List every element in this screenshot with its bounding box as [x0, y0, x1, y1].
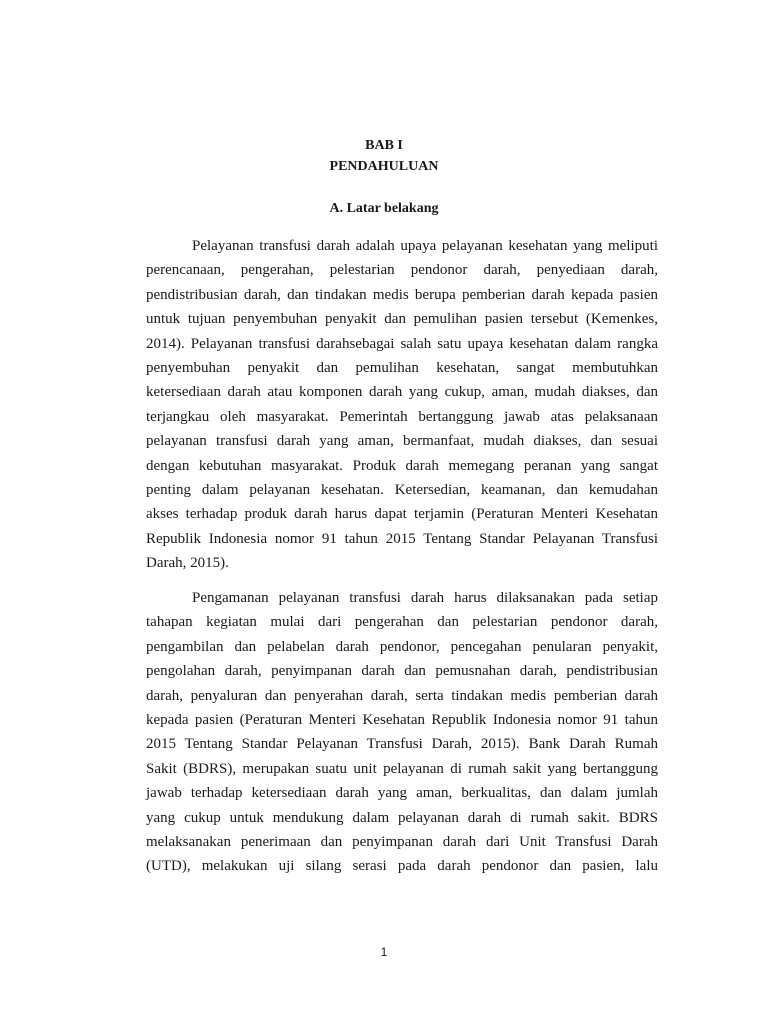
paragraph-line: untuk tujuan penyembuhan penyakit dan pemulihan pasien tersebut (Kemenkes,	[146, 311, 658, 328]
paragraph-line: pendistribusian darah, dan tindakan medis berupa pemberian darah kepada pasien	[146, 286, 658, 303]
paragraph-line: melaksanakan penerimaan dan penyimpanan darah dari Unit Transfusi Darah	[146, 834, 658, 851]
paragraph-line: penyembuhan penyakit dan pemulihan kesehatan, sangat membutuhkan	[146, 360, 658, 377]
paragraph-line: yang cukup untuk mendukung dalam pelayanan darah di rumah sakit. BDRS	[146, 809, 658, 826]
paragraph-line: pengolahan darah, penyimpanan darah dan pemusnahan darah, pendistribusian	[146, 663, 658, 680]
paragraph-1	[146, 234, 658, 576]
section-title: A. Latar belakang	[329, 201, 439, 216]
paragraph-line: dengan kebutuhan masyarakat. Produk darah memegang peranan yang sangat	[146, 457, 658, 474]
paragraph-line: Republik Indonesia nomor 91 tahun 2015 Tentang Standar Pelayanan Transfusi	[146, 530, 658, 547]
paragraph-line: 2014). Pelayanan transfusi darahsebagai salah satu upaya kesehatan dalam rangka	[146, 335, 658, 352]
paragraph-line: Darah, 2015).	[146, 555, 229, 572]
paragraph-line: pengambilan dan pelabelan darah pendonor, pencegahan penularan penyakit,	[146, 638, 658, 655]
paragraph-line: jawab terhadap ketersediaan darah yang aman, berkualitas, dan dalam jumlah	[146, 785, 658, 802]
paragraph-2	[146, 586, 658, 879]
chapter-title: PENDAHULUAN	[329, 159, 439, 174]
paragraph-line: ketersediaan darah atau komponen darah yang cukup, aman, mudah diakses, dan	[146, 384, 658, 401]
paragraph-line: perencanaan, pengerahan, pelestarian pendonor darah, penyediaan darah,	[146, 262, 658, 279]
paragraph-line: 2015 Tentang Standar Pelayanan Transfusi Darah, 2015). Bank Darah Rumah	[146, 736, 658, 753]
chapter-number: BAB I	[365, 138, 403, 153]
paragraph-line: darah, penyaluran dan penyerahan darah, serta tindakan medis pemberian darah	[146, 687, 658, 704]
paragraph-line: Sakit (BDRS), merupakan suatu unit pelayanan di rumah sakit yang bertanggung	[146, 760, 658, 777]
paragraph-line: terjangkau oleh masyarakat. Pemerintah bertanggung jawab atas pelaksanaan	[146, 408, 658, 425]
paragraph-line: (UTD), melakukan uji silang serasi pada darah pendonor dan pasien, lalu	[146, 858, 658, 875]
paragraph-line: kepada pasien (Peraturan Menteri Kesehatan Republik Indonesia nomor 91 tahun	[146, 712, 658, 729]
paragraph-line: penting dalam pelayanan kesehatan. Ketersedian, keamanan, dan kemudahan	[146, 482, 658, 499]
paragraph-line: akses terhadap produk darah harus dapat terjamin (Peraturan Menteri Kesehatan	[146, 506, 658, 523]
page-number: 1	[380, 945, 388, 959]
paragraph-line: Pengamanan pelayanan transfusi darah harus dilaksanakan pada setiap	[192, 590, 658, 606]
paragraph-line: tahapan kegiatan mulai dari pengerahan dan pelestarian pendonor darah,	[146, 614, 658, 631]
paragraph-line: Pelayanan transfusi darah adalah upaya pelayanan kesehatan yang meliputi	[192, 238, 658, 254]
paragraph-line: pelayanan transfusi darah yang aman, bermanfaat, mudah diakses, dan sesuai	[146, 433, 658, 450]
